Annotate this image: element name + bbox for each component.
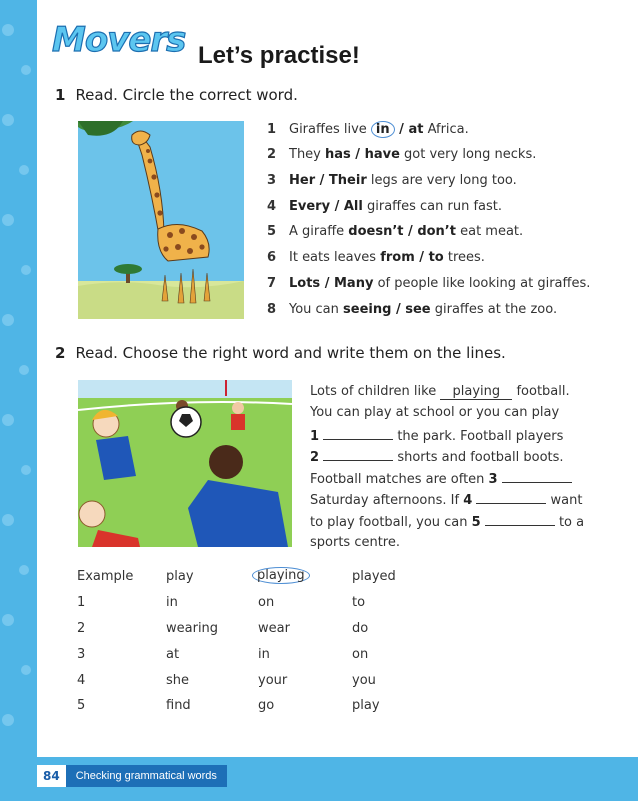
ex2-number: 2	[55, 344, 66, 362]
answer-blank-5[interactable]	[485, 513, 555, 526]
ex2-passage-line-8: sports centre.	[310, 535, 400, 550]
table-option[interactable]: your	[258, 673, 288, 688]
table-label: 5	[77, 698, 86, 713]
table-option[interactable]: you	[352, 673, 376, 688]
movers-logo: Movers	[52, 20, 186, 60]
answer-blank-2[interactable]	[323, 448, 393, 461]
ex1-number: 1	[55, 86, 66, 104]
answer-blank-1[interactable]	[323, 427, 393, 440]
example-answer-blank: playing	[440, 384, 512, 400]
table-label: 4	[77, 673, 86, 688]
ex1-item-5-option-a[interactable]: doesn’t	[348, 224, 404, 239]
table-option[interactable]: on	[258, 595, 275, 610]
ex1-heading	[55, 86, 298, 104]
table-option[interactable]: wearing	[166, 621, 219, 636]
football-illustration	[78, 380, 292, 547]
table-label: 1	[77, 595, 86, 610]
ex1-item-8-option-a[interactable]: seeing	[343, 302, 392, 317]
table-option[interactable]: play	[352, 698, 380, 713]
ex1-item-1: 1 Giraffes live in / at Africa.	[267, 122, 469, 137]
table-option[interactable]: in	[258, 647, 270, 662]
table-label: 2	[77, 621, 86, 636]
table-option-circled[interactable]: playing	[252, 567, 310, 584]
ex1-item-7-option-a[interactable]: Lots	[289, 276, 321, 291]
page-number: 84	[37, 765, 66, 787]
ex1-item-7: 7 Lots / Many of people like looking at giraffes.	[267, 276, 591, 291]
ex1-item-5-option-b[interactable]: don’t	[417, 224, 456, 239]
ex1-item-7-option-b[interactable]: Many	[333, 276, 374, 291]
ex2-passage-line-3: 1 the park. Football players	[310, 429, 564, 444]
table-option[interactable]: find	[166, 698, 191, 713]
footer-badge	[37, 765, 227, 787]
ex1-item-6-option-a[interactable]: from	[380, 250, 415, 265]
page-title: Let’s practise!	[198, 42, 360, 69]
table-option[interactable]: at	[166, 647, 180, 662]
ex1-item-3-option-b[interactable]: Their	[328, 173, 367, 188]
ex1-item-2-option-a[interactable]: has	[325, 147, 351, 162]
table-option[interactable]: played	[352, 569, 396, 584]
ex1-item-3-option-a[interactable]: Her	[289, 173, 316, 188]
ex2-heading	[55, 344, 506, 362]
ex2-passage-line-4: 2 shorts and football boots.	[310, 450, 564, 465]
table-option[interactable]: go	[258, 698, 275, 713]
table-label: 3	[77, 647, 86, 662]
answer-blank-4[interactable]	[476, 491, 546, 504]
ex1-item-8: 8 You can seeing / see giraffes at the zoo.	[267, 302, 558, 317]
table-option[interactable]: play	[166, 569, 194, 584]
ex1-item-4-option-b[interactable]: All	[343, 199, 363, 214]
ex1-instruction: Read. Circle the correct word.	[75, 86, 298, 104]
ex1-item-4-option-a[interactable]: Every	[289, 199, 331, 214]
ex2-passage-line-1: Lots of children like playing football.	[310, 384, 570, 399]
ex1-item-6: 6 It eats leaves from / to trees.	[267, 250, 485, 265]
ex2-instruction: Read. Choose the right word and write them on the lines.	[75, 344, 506, 362]
ex1-item-1-option-b[interactable]: at	[408, 122, 424, 137]
ex2-passage-line-6: Saturday afternoons. If 4 want	[310, 493, 583, 508]
table-option[interactable]: on	[352, 647, 369, 662]
giraffe-illustration	[78, 121, 244, 319]
ex1-item-5: 5 A giraffe doesn’t / don’t eat meat.	[267, 224, 524, 239]
table-option[interactable]: she	[166, 673, 190, 688]
ex1-item-2: 2 They has / have got very long necks.	[267, 147, 537, 162]
footer-label: Checking grammatical words	[66, 765, 227, 787]
ex1-item-3: 3 Her / Their legs are very long too.	[267, 173, 517, 188]
ex2-passage-line-2: You can play at school or you can play	[310, 405, 560, 420]
answer-blank-3[interactable]	[502, 470, 572, 483]
table-option[interactable]: to	[352, 595, 366, 610]
ex1-item-1-option-a[interactable]: in	[371, 121, 395, 138]
table-label-example: Example	[77, 569, 134, 584]
worksheet-page	[37, 0, 638, 757]
table-option[interactable]: in	[166, 595, 178, 610]
ex1-item-6-option-b[interactable]: to	[428, 250, 444, 265]
ex1-item-8-option-b[interactable]: see	[405, 302, 431, 317]
table-option[interactable]: do	[352, 621, 369, 636]
ex2-passage-line-7: to play football, you can 5 to a	[310, 515, 585, 530]
table-option[interactable]: wear	[258, 621, 290, 636]
ex1-item-4: 4 Every / All giraffes can run fast.	[267, 199, 503, 214]
ex1-item-2-option-b[interactable]: have	[364, 147, 400, 162]
ex2-passage-line-5: Football matches are often 3	[310, 470, 572, 487]
